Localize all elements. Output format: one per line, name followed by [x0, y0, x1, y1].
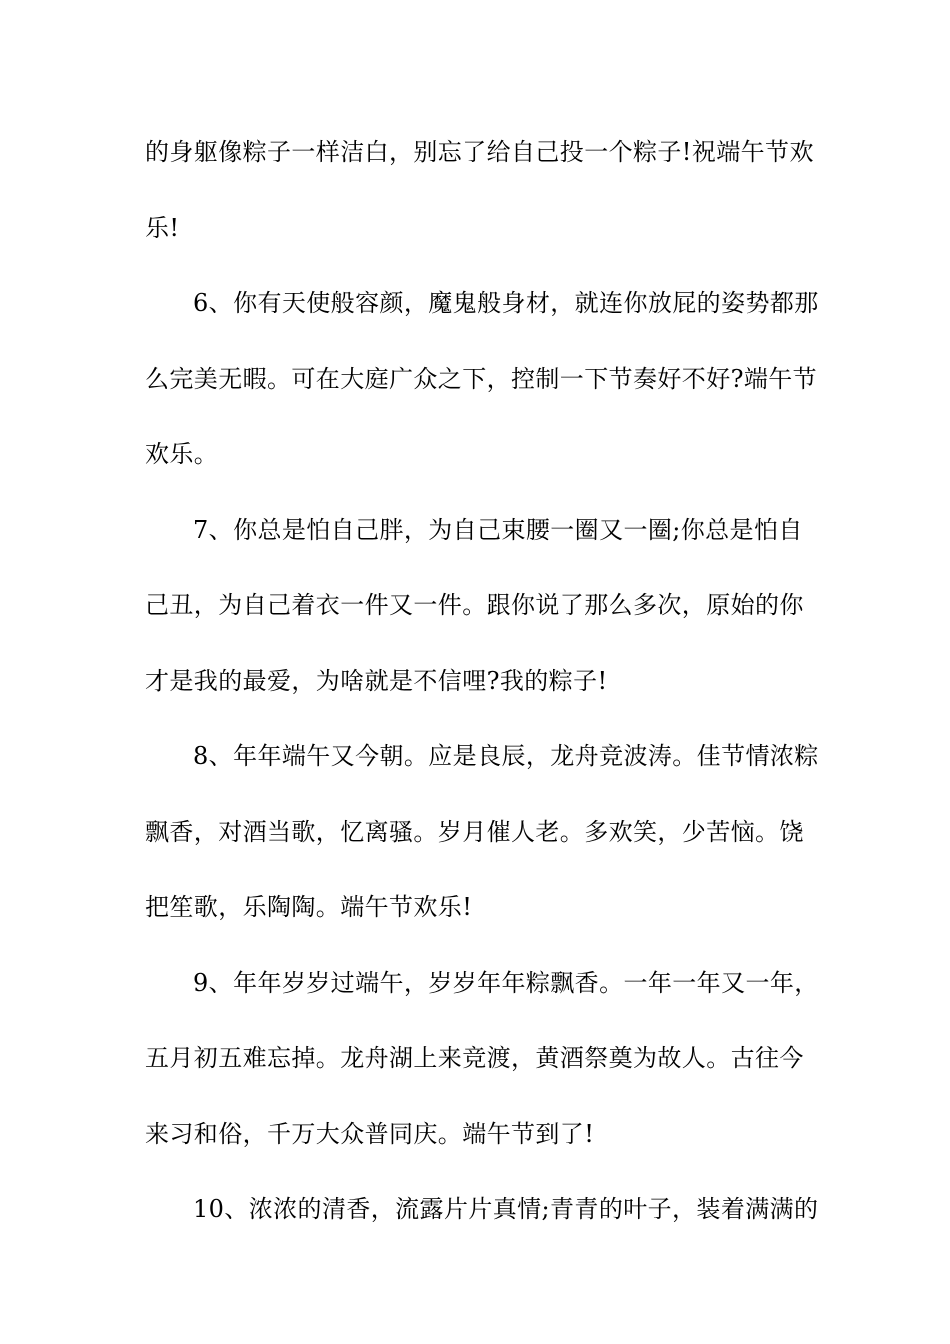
paragraph-start-line: 10、浓浓的清香，流露片片真情;青青的叶子，装着满满的: [193, 1195, 819, 1223]
paragraph-start-line: 6、你有天使般容颜，魔鬼般身材，就连你放屁的姿势都那: [193, 289, 819, 317]
body-text: [145, 126, 819, 1259]
text-line: 欢乐。: [145, 440, 219, 468]
text-line: 乐!: [145, 213, 180, 242]
paragraph-start-line: 7、你总是怕自己胖，为自己束腰一圈又一圈;你总是怕自: [193, 515, 803, 544]
text-line: 己丑，为自己着衣一件又一件。跟你说了那么多次，原始的你: [145, 591, 804, 619]
text-line: 么完美无暇。可在大庭广众之下，控制一下节奏好不好?端午节: [145, 364, 818, 393]
text-line: 把笙歌，乐陶陶。端午节欢乐!: [145, 893, 473, 921]
paragraph-start-line: 8、年年端午又今朝。应是良辰，龙舟竞波涛。佳节情浓粽: [193, 742, 819, 770]
text-line: 来习和俗，千万大众普同庆。端午节到了!: [145, 1119, 595, 1148]
text-line: 飘香，对酒当歌，忆离骚。岁月催人老。多欢笑，少苦恼。饶: [145, 817, 804, 846]
text-line: 的身躯像粽子一样洁白，别忘了给自己投一个粽子!祝端午节欢: [145, 138, 814, 166]
text-line: 五月初五难忘掉。龙舟湖上来竞渡，黄酒祭奠为故人。古往今: [145, 1044, 804, 1072]
paragraph-start-line: 9、年年岁岁过端午，岁岁年年粽飘香。一年一年又一年，: [193, 968, 819, 997]
text-line: 才是我的最爱，为啥就是不信哩?我的粽子!: [145, 666, 608, 695]
